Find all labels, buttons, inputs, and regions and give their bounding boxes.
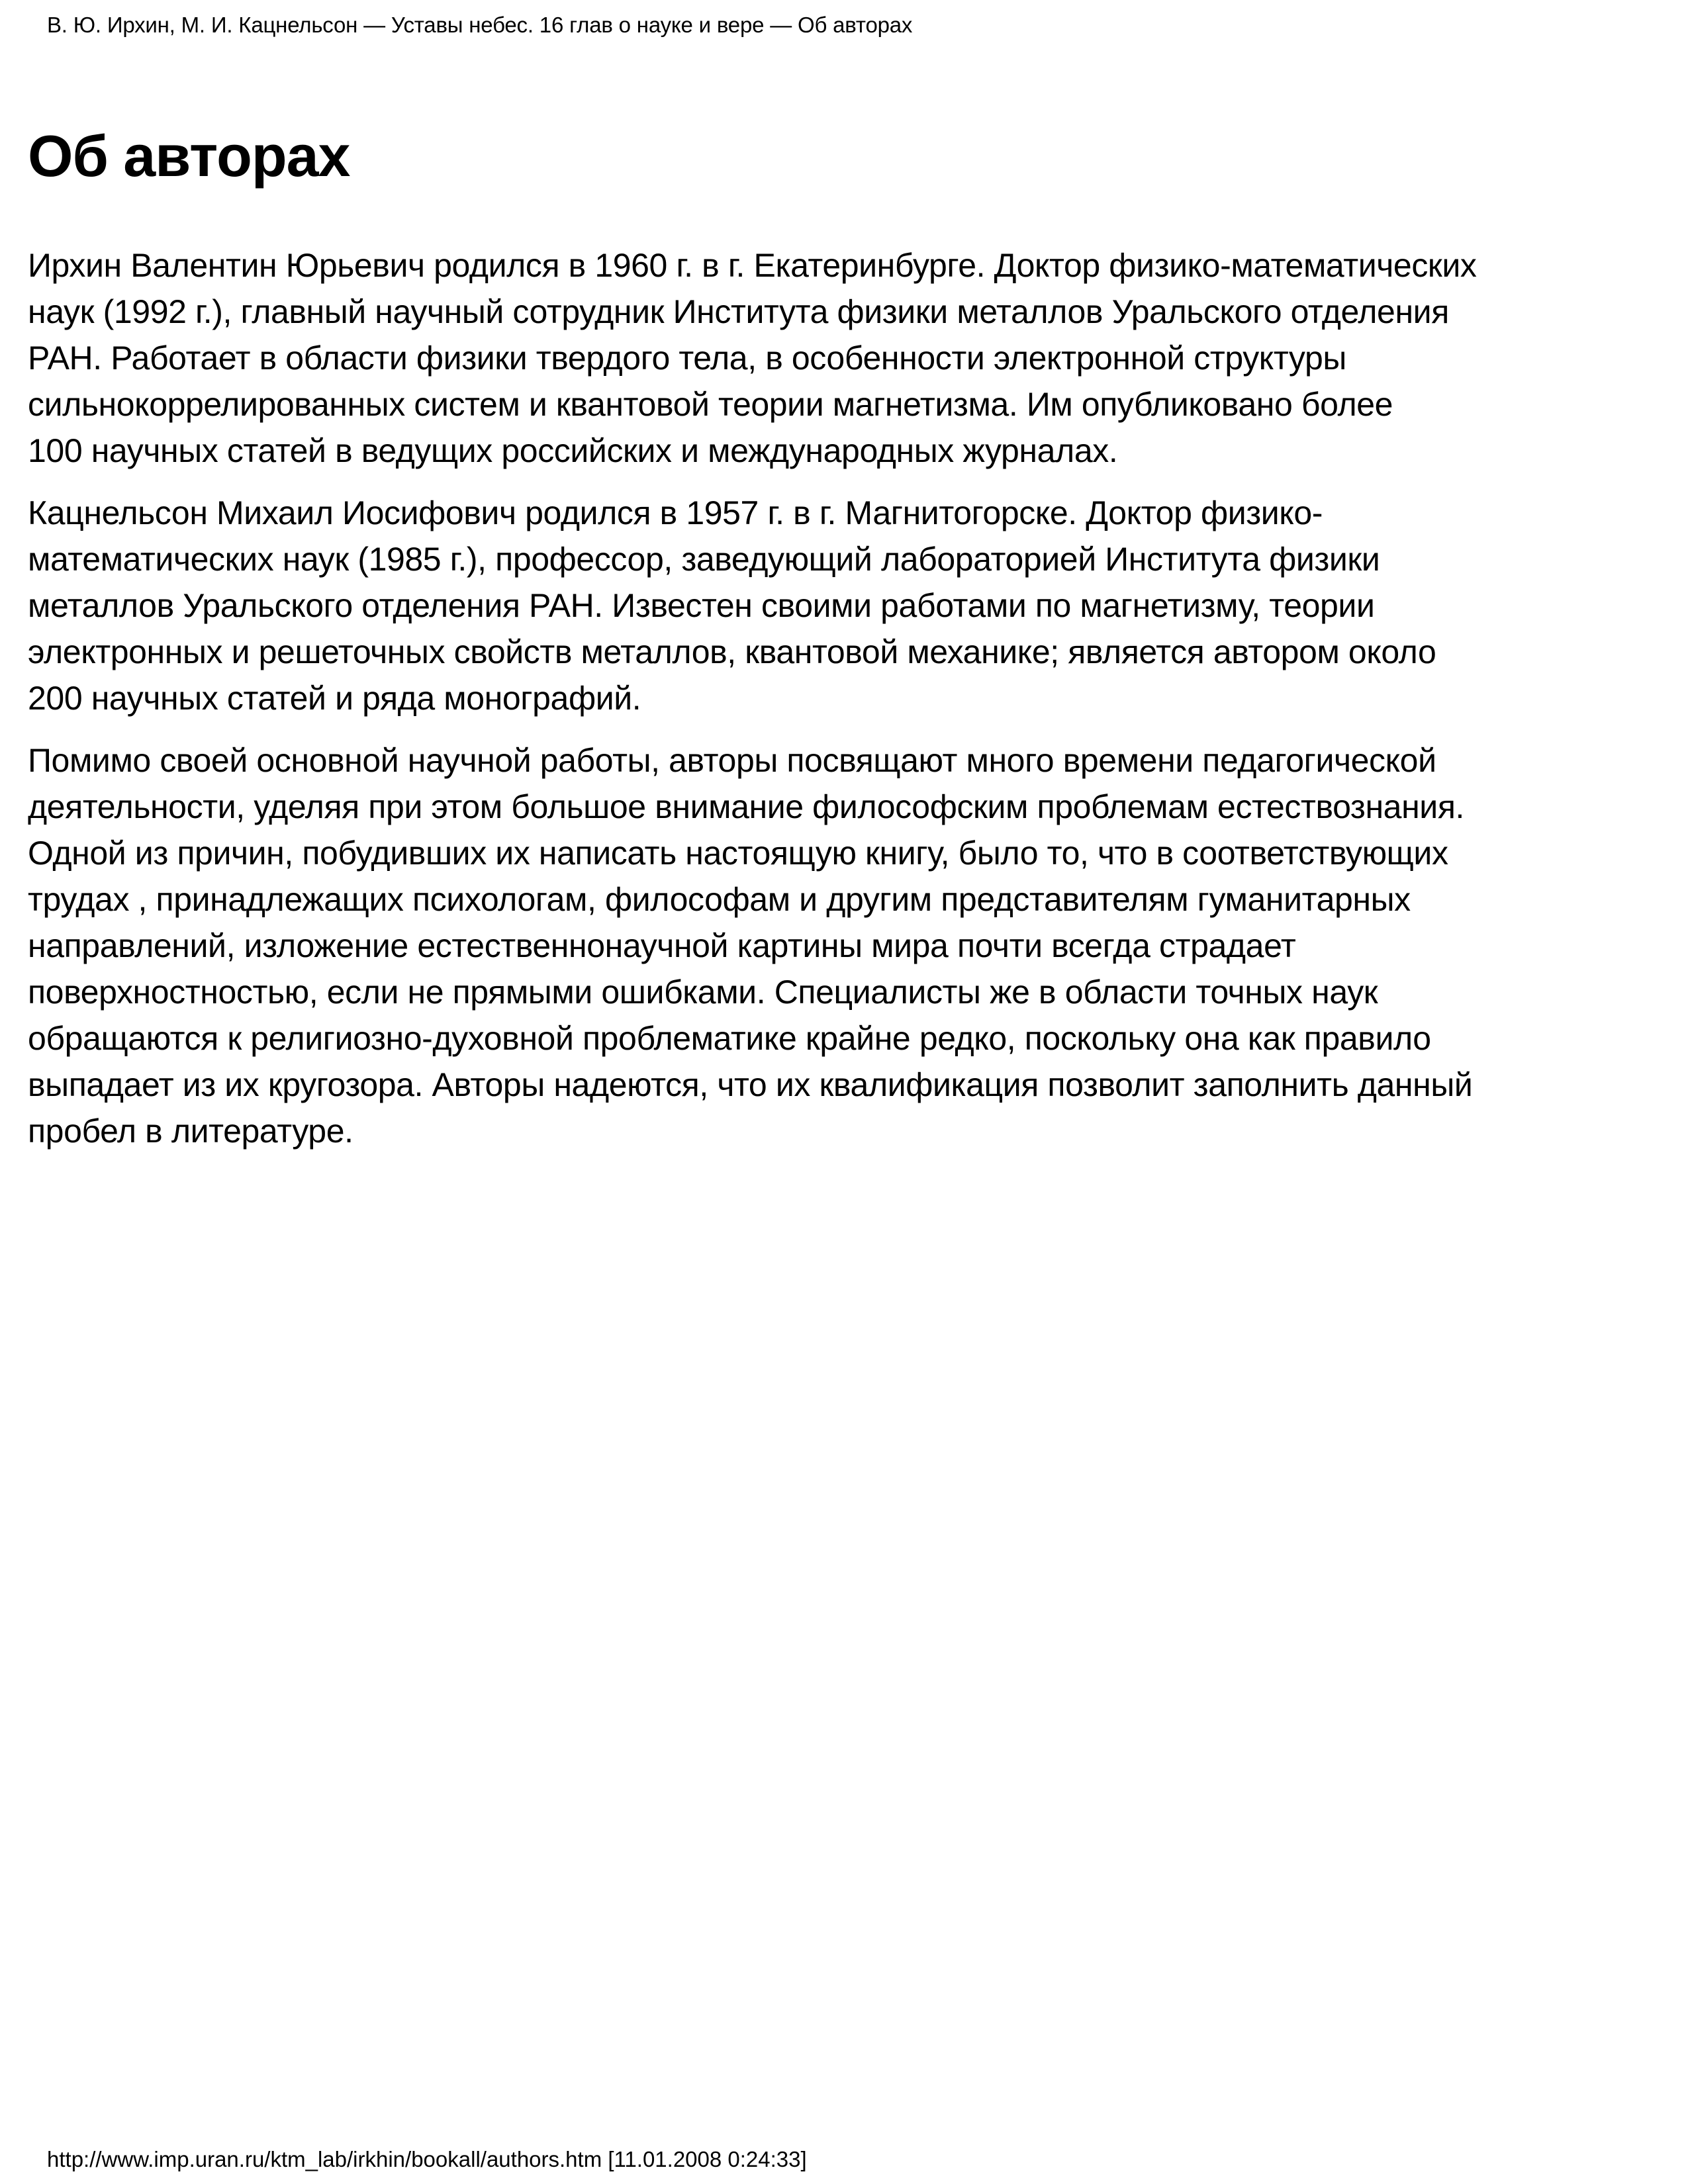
text-line: обращаются к религиозно-духовной проблематике крайне редко, поскольку она как правило bbox=[28, 1020, 1431, 1057]
text-line: трудах , принадлежащих психологам, философам и другим представителям гуманитарных bbox=[28, 881, 1411, 918]
text-line: пробел в литературе. bbox=[28, 1113, 353, 1150]
text-line: 200 научных статей и ряда монографий. bbox=[28, 680, 641, 717]
text-line: сильнокоррелированных систем и квантовой теории магнетизма. Им опубликовано более bbox=[28, 386, 1393, 423]
text-line: поверхностностью, если не прямыми ошибками. Специалисты же в области точных наук bbox=[28, 974, 1378, 1011]
text-line: математических наук (1985 г.), профессор, заведующий лабораторией Института физики bbox=[28, 541, 1380, 578]
text-line: электронных и решеточных свойств металлов, квантовой механике; является автором около bbox=[28, 633, 1436, 670]
paragraph-irkhin-bio bbox=[28, 242, 1636, 474]
text-line: наук (1992 г.), главный научный сотрудник Института физики металлов Уральского отделения bbox=[28, 293, 1449, 330]
article-body bbox=[28, 242, 1636, 1170]
paragraph-katsnelson-bio bbox=[28, 490, 1636, 721]
text-line: 100 научных статей в ведущих российских и международных журналах. bbox=[28, 432, 1118, 469]
text-line: направлений, изложение естественнонаучной картины мира почти всегда страдает bbox=[28, 927, 1296, 964]
text-line: Кацнельсон Михаил Иосифович родился в 1957 г. в г. Магнитогорске. Доктор физико- bbox=[28, 494, 1323, 531]
text-line: Помимо своей основной научной работы, авторы посвящают много времени педагогической bbox=[28, 742, 1436, 779]
text-line: выпадает из их кругозора. Авторы надеются, что их квалификация позволит заполнить данный bbox=[28, 1066, 1473, 1103]
text-line: Одной из причин, побудивших их написать настоящую книгу, было то, что в соответствующих bbox=[28, 835, 1448, 872]
paragraph-book-motivation bbox=[28, 737, 1636, 1154]
text-line: РАН. Работает в области физики твердого тела, в особенности электронной структуры bbox=[28, 340, 1346, 377]
text-line: Ирхин Валентин Юрьевич родился в 1960 г. в г. Екатеринбурге. Доктор физико-математических bbox=[28, 247, 1477, 284]
text-line: деятельности, уделяя при этом большое внимание философским проблемам естествознания. bbox=[28, 788, 1464, 825]
page-footer-source-url: http://www.imp.uran.ru/ktm_lab/irkhin/bookall/authors.htm [11.01.2008 0:24:33] bbox=[47, 2147, 807, 2171]
text-line: металлов Уральского отделения РАН. Известен своими работами по магнетизму, теории bbox=[28, 587, 1375, 624]
page-title: Об авторах bbox=[28, 123, 350, 189]
running-header: В. Ю. Ирхин, М. И. Кацнельсон — Уставы небес. 16 глав о науке и вере — Об авторах bbox=[47, 13, 913, 37]
